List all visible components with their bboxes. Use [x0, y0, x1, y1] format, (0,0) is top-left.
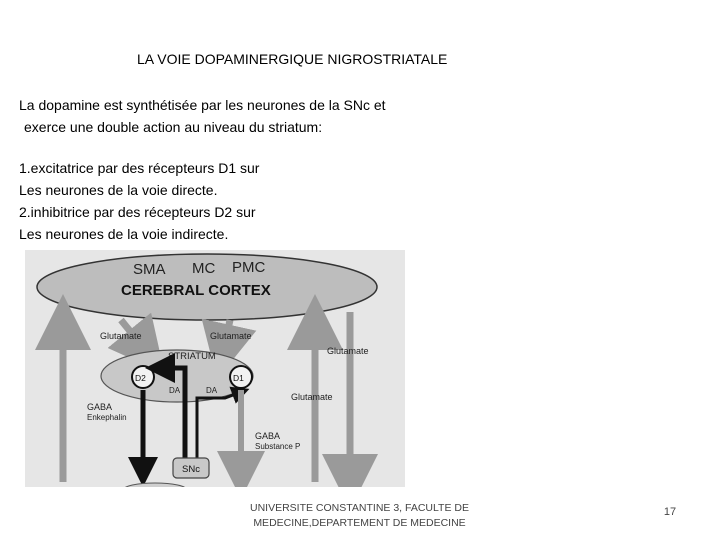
gaba-label-left: GABA — [87, 402, 113, 412]
intro-paragraph — [19, 94, 386, 138]
glutamate-label-left: Glutamate — [100, 331, 142, 341]
glutamate-label-middle: Glutamate — [210, 331, 252, 341]
glutamate-label-right: Glutamate — [327, 346, 369, 356]
footer-line: UNIVERSITE CONSTANTINE 3, FACULTE DE — [250, 502, 469, 514]
d2-label: D2 — [135, 373, 146, 383]
footer — [238, 501, 481, 531]
cortex-area-sma: SMA — [133, 261, 166, 278]
enkephalin-label: Enkephalin — [87, 413, 127, 422]
cortex-area-pmc: PMC — [232, 259, 266, 276]
slide-title: LA VOIE DOPAMINERGIQUE NIGROSTRIATALE — [137, 51, 448, 67]
glutamate-label-lower: Glutamate — [291, 392, 333, 402]
action-list — [19, 157, 259, 245]
substance-p-label: Substance P — [255, 442, 301, 451]
snc-label: SNc — [182, 464, 200, 475]
nigrostriatal-diagram — [25, 250, 405, 487]
intro-line: La dopamine est synthétisée par les neurones de la SNc et — [19, 97, 386, 113]
d1-label: D1 — [233, 373, 244, 383]
cortex-area-mc: MC — [192, 260, 216, 277]
cortex-label: CEREBRAL CORTEX — [121, 282, 271, 299]
da-label-left: DA — [169, 386, 181, 395]
list-line: Les neurones de la voie directe. — [19, 182, 218, 198]
diagram-svg — [25, 250, 405, 487]
gaba-label-right: GABA — [255, 431, 281, 441]
list-line: Les neurones de la voie indirecte. — [19, 226, 229, 242]
intro-line: exerce une double action au niveau du striatum: — [24, 119, 323, 135]
striatum-label: STRIATUM — [168, 351, 216, 362]
da-label-right: DA — [206, 386, 218, 395]
footer-line: MEDECINE,DEPARTEMENT DE MEDECINE — [253, 517, 466, 529]
page-number: 17 — [663, 506, 677, 518]
list-line: 1.excitatrice par des récepteurs D1 sur — [19, 160, 260, 176]
list-line: 2.inhibitrice par des récepteurs D2 sur — [19, 204, 256, 220]
